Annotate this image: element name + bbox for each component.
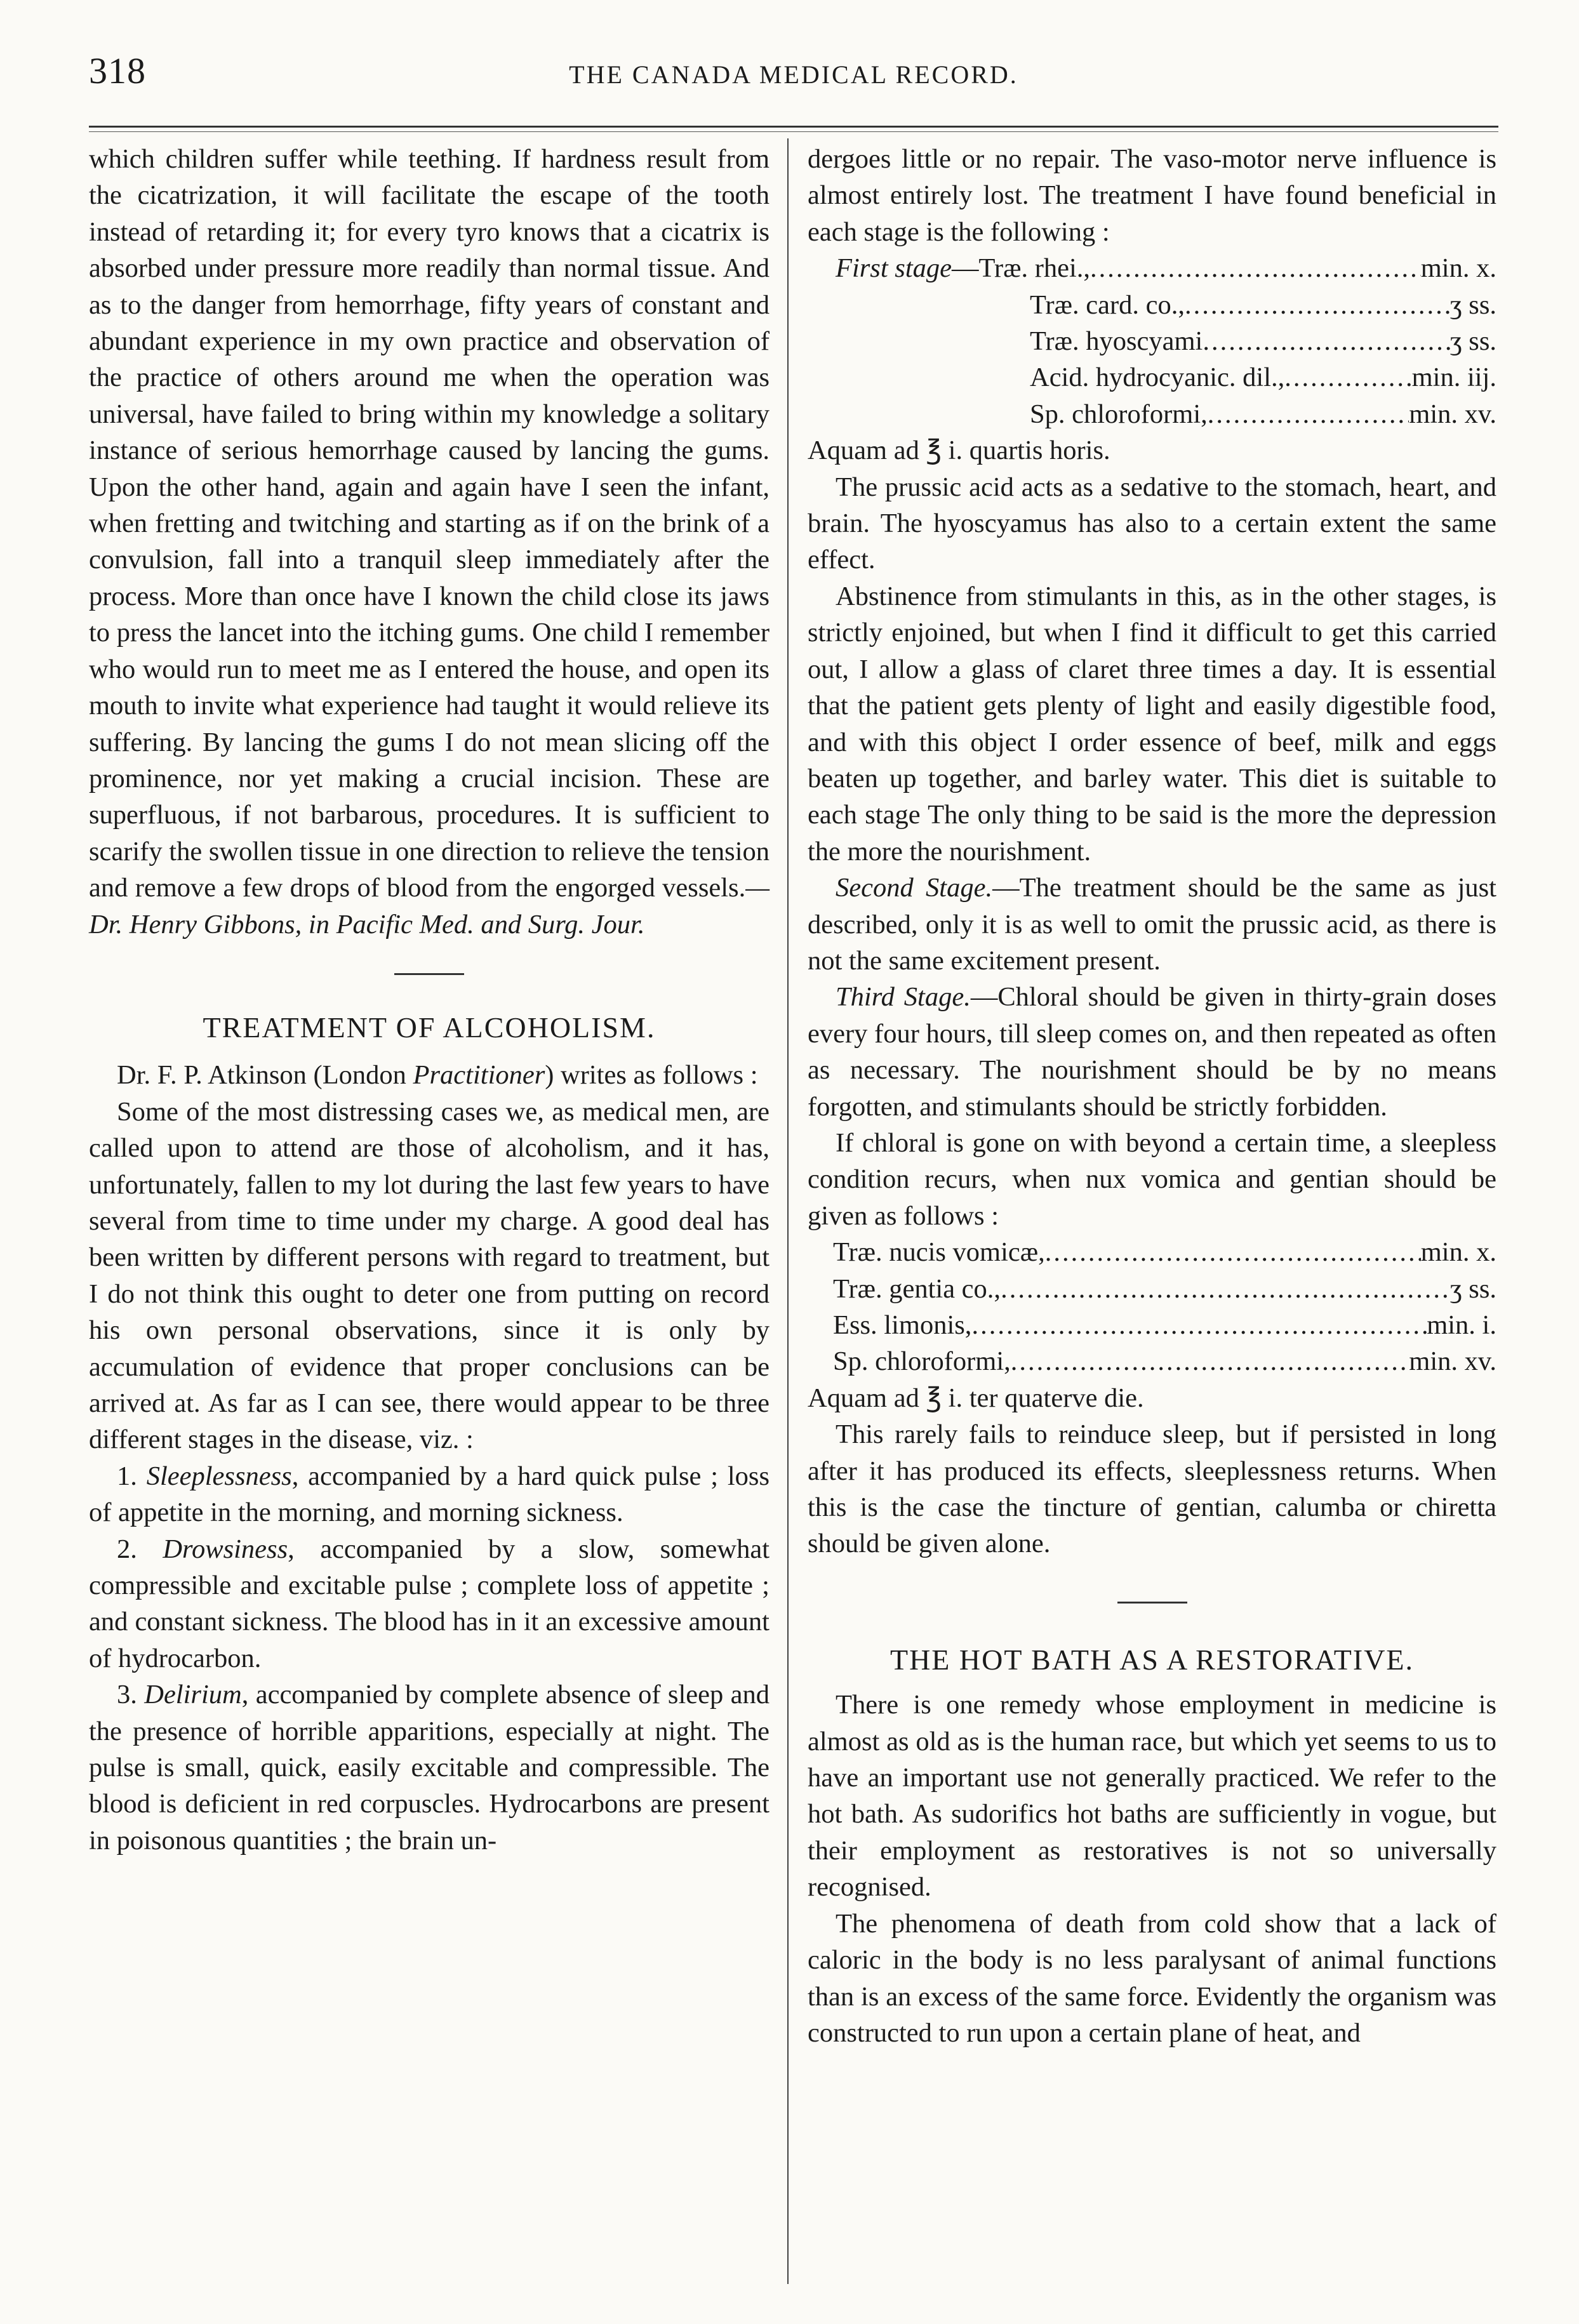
stage-1-number: 1. bbox=[117, 1461, 147, 1491]
prescription-line bbox=[1030, 323, 1496, 359]
rx-name: Ess. limonis, bbox=[833, 1310, 972, 1340]
page-number: 318 bbox=[89, 50, 146, 91]
continuation-paragraph: dergoes little or no repair. The vaso-motor nerve influence is almost entirely lost. The treatment I have found beneficial in each stage is the following : bbox=[808, 144, 1496, 247]
first-stage-label: First stage bbox=[836, 253, 952, 284]
bath-paragraph-2: The phenomena of death from cold show that a lack of caloric in the body is no less paralysant of animal functions than is an excess of the same force. Evidently the organism was constructed to run upon a certain plane of heat, and bbox=[808, 1908, 1496, 2048]
stage-2-text: , accompanied by a slow, somewhat compressible and excitable pulse ; complete loss of appetite ; and constant sickness. The blood has in it an excessive amount of hydrocarbon. bbox=[89, 1534, 770, 1673]
header-rule bbox=[89, 126, 1498, 128]
prescription-line bbox=[1030, 359, 1496, 395]
stage-2-number: 2. bbox=[117, 1534, 163, 1564]
heading-hot-bath: THE HOT BATH AS A RESTORATIVE. bbox=[889, 1643, 1415, 1676]
prescription-line bbox=[836, 250, 1496, 286]
left-column bbox=[89, 141, 770, 1859]
intro-journal: Practitioner bbox=[413, 1060, 545, 1091]
rx-name: Træ. card. co., bbox=[1030, 289, 1185, 320]
rx-name: Acid. hydrocyanic. dil., bbox=[1030, 362, 1285, 393]
prescription-line bbox=[833, 1343, 1496, 1379]
rx-dose: min. xv. bbox=[1409, 1346, 1496, 1377]
heading-alcoholism: TREATMENT OF ALCOHOLISM. bbox=[203, 1011, 656, 1044]
stage-1 bbox=[89, 1458, 770, 1531]
bath-paragraph-1: There is one remedy whose employment in medicine is almost as old as is the human race, but which yet seems to us to have an important use not generally practiced. We refer to the hot bath. As sudorifics hot baths are sufficiently in vogue, but their employment as restoratives is not so universally recognised. bbox=[808, 1690, 1496, 1902]
intro-pre: Dr. F. P. Atkinson (London bbox=[117, 1060, 413, 1091]
rx-dose: min. iij. bbox=[1411, 362, 1496, 393]
second-stage-label: Second Stage. bbox=[836, 873, 993, 903]
chloral-paragraph: If chloral is gone on with beyond a certain time, a sleepless condition recurs, when nux vomica and gentian should be given as follows : bbox=[808, 1127, 1496, 1231]
rx-dose: min. x. bbox=[1420, 1237, 1496, 1268]
stage-2 bbox=[89, 1531, 770, 1677]
rx-dose: ʒ ss. bbox=[1449, 1273, 1496, 1304]
third-stage-label: Third Stage. bbox=[836, 982, 971, 1013]
stage-3-name: Delirium bbox=[144, 1680, 242, 1710]
rx-dose: ʒ ss. bbox=[1449, 326, 1496, 357]
rx-name: Træ. nucis vomicæ, bbox=[833, 1237, 1045, 1268]
page-header bbox=[89, 38, 1498, 108]
prescription-line bbox=[833, 1234, 1496, 1270]
rx-name: Træ. hyoscyami bbox=[1030, 326, 1203, 357]
teething-text: which children suffer while teething. If hardness result from the cicatrization, it will facilitate the escape of the tooth instead of retarding it; for every tyro knows that a cicatrix is absorbed under pressure more readily than normal tissue. And as to the danger from hemorrhage, fifty years of constant and abundant experience in my own practice and observation of the practice of others around me when the operation was universal, have failed to bring within my knowledge a solitary instance of serious hemorrhage caused by lancing the gums. Upon the other hand, again and again have I seen the infant, when fretting and twitching and starting as if on the brink of a convulsion, fall into a tranquil sleep immediately after the process. More than once have I known the child close its jaws to press the lancet into the itching gums. One child I remember who would run to meet me as I entered the house, and open its mouth to invite what experience had taught it would relieve its suffering. By lancing the gums I do not mean slicing off the prominence, nor yet making a crucial incision. These are superfluous, if not barbarous, procedures. It is sufficient to scarify the swollen tissue in one direction to relieve the tension and remove a few drops of blood from the engorged vessels. bbox=[89, 144, 770, 903]
prescription-line bbox=[833, 1307, 1496, 1343]
prescription-end: Aquam ad ℥ i. ter quaterve die. bbox=[808, 1383, 1144, 1413]
prescription-line bbox=[1030, 396, 1496, 432]
second-stage-paragraph bbox=[808, 870, 1496, 979]
prescription-line bbox=[1030, 287, 1496, 323]
prescription-line bbox=[833, 1271, 1496, 1307]
teething-paragraph bbox=[89, 141, 770, 943]
stage-3-text: , accompanied by complete absence of sleep and the presence of horrible apparitions, especially at night. The pulse is small, quick, easily excitable and compressible. The blood is deficient in red corpuscles. Hydrocarbons are present in poisonous quantities ; the brain un- bbox=[89, 1680, 770, 1856]
rx-dose: min. x. bbox=[1420, 253, 1496, 284]
header-rule-thin bbox=[89, 131, 1498, 132]
stage-3 bbox=[89, 1677, 770, 1859]
rx-name: Sp. chloroformi, bbox=[833, 1346, 1011, 1377]
intro-paragraph bbox=[89, 1057, 770, 1093]
rx-dose: min. xv. bbox=[1409, 399, 1496, 429]
third-stage-text: —Chloral should be given in thirty-grain doses every four hours, till sleep comes on, and then repeated as often as necessary. The nourishment should be by no means forgotten, and stimulants should be strictly forbidden. bbox=[808, 982, 1496, 1122]
abstinence-paragraph: Abstinence from stimulants in this, as in the other stages, is strictly enjoined, but when I find it difficult to get this carried out, I allow a glass of claret three times a day. It is essential that the patient gets plenty of light and easily digestible food, and with this object I order essence of beef, milk and eggs beaten up together, and barley water. This diet is suitable to each stage The only thing to be said is the more the depression the more the nourishment. bbox=[808, 581, 1496, 867]
rarely-paragraph: This rarely fails to reinduce sleep, but if persisted in long after it has produced its effects, sleeplessness returns. When this is the case the tincture of gentian, calumba or chiretta should be given alone. bbox=[808, 1419, 1496, 1559]
stage-1-name: Sleeplessness bbox=[146, 1461, 292, 1491]
rx-name: —Træ. rhei., bbox=[952, 253, 1091, 284]
prescription-end: Aquam ad ℥ i. quartis horis. bbox=[808, 435, 1110, 466]
body-paragraph: Some of the most distressing cases we, as medical men, are called upon to attend are those of alcoholism, and it has, unfortunately, fallen to my lot during the last few years to have several from time to time under my charge. A good deal has been written by different persons with regard to treatment, but I do not think this ought to deter one from putting on record his own personal observations, since it is only by accumulation of evidence that proper conclusions can be arrived at. As far as I can see, there would appear to be three different stages in the disease, viz. : bbox=[89, 1096, 770, 1455]
intro-post: ) writes as follows : bbox=[545, 1060, 758, 1091]
citation: —Dr. Henry Gibbons, in Pacific Med. and Surg. Jour. bbox=[89, 873, 770, 940]
rx-dose: min. i. bbox=[1427, 1310, 1496, 1340]
column-divider bbox=[787, 138, 789, 2284]
stage-3-number: 3. bbox=[117, 1680, 145, 1710]
rx-name: Sp. chloroformi, bbox=[1030, 399, 1208, 429]
stage-2-name: Drowsiness bbox=[163, 1534, 288, 1564]
second-stage-text: —The treatment should be the same as just described, only it is as well to omit the prussic acid, as there is not the same excitement present. bbox=[808, 873, 1496, 976]
third-stage-paragraph bbox=[808, 979, 1496, 1125]
rx-name: Træ. gentia co., bbox=[833, 1273, 1001, 1304]
stage-1-text: , accompanied by a hard quick pulse ; loss of appetite in the morning, and morning sickness. bbox=[89, 1461, 770, 1528]
prussic-paragraph: The prussic acid acts as a sedative to the stomach, heart, and brain. The hyoscyamus has also to a certain extent the same effect. bbox=[808, 472, 1496, 575]
journal-title: THE CANADA MEDICAL RECORD. bbox=[569, 60, 1018, 89]
rx-dose: ʒ ss. bbox=[1449, 289, 1496, 320]
right-column bbox=[808, 141, 1496, 2051]
